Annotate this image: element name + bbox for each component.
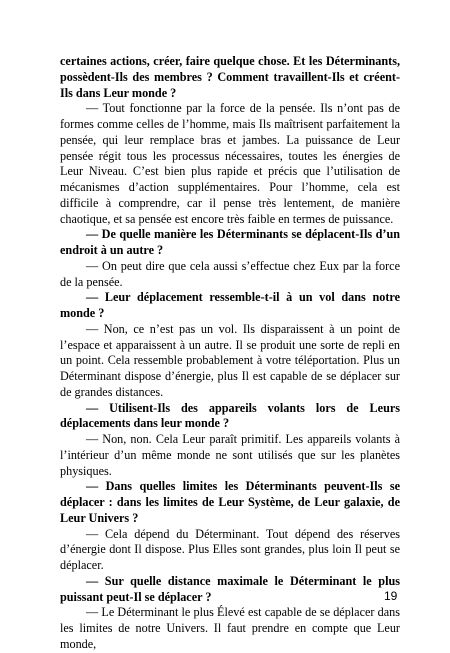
answer-paragraph: — Tout fonctionne par la force de la pensée. Ils n’ont pas de formes comme celles de l’homme, mais Ils maîtrisent parfaitement la pensée, qui leur remplace bras et jambes. La puissance de Leur pensée régit tous les processus nécessaires, toutes les énergies de Leur Niveau. C’est bien plus rapide et précis que l’utilisation de mécanismes d’action supplémentaires. Pour l’homme, cela est difficile à comprendre, car il pense très lentement, de manière chaotique, et sa pensée est encore très faible en termes de puissance. <box>60 101 400 226</box>
question-paragraph: — De quelle manière les Déterminants se déplacent-Ils d’un endroit à un autre ? <box>60 227 400 257</box>
question-paragraph: — Sur quelle distance maximale le Déterminant le plus puissant peut-Il se déplacer ? <box>60 573 400 604</box>
answer-paragraph: — Le Déterminant le plus Élevé est capable de se déplacer dans les limites de notre Univers. Il faut prendre en compte que Leur monde, <box>60 605 400 651</box>
page-number: 19 <box>384 589 398 603</box>
answer-paragraph: — On peut dire que cela aussi s’effectue chez Eux par la force de la pensée. <box>60 258 400 289</box>
question-paragraph: certaines actions, créer, faire quelque chose. Et les Déterminants, possèdent-Ils des membres ? Comment travaillent-Ils et créent-Ils dans Leur monde ? <box>60 54 400 100</box>
question-paragraph: — Utilisent-Ils des appareils volants lors de Leurs déplacements dans leur monde ? <box>60 400 400 431</box>
question-paragraph: — Leur déplacement ressemble-t-il à un vol dans notre monde ? <box>60 290 400 320</box>
answer-paragraph: — Non, non. Cela Leur paraît primitif. Les appareils volants à l’intérieur d’un même monde ne sont utilisés que sur les planètes physiques. <box>60 432 400 478</box>
answer-paragraph: — Non, ce n’est pas un vol. Ils disparaissent à un point de l’espace et apparaissent à un autre. Il se produit une sorte de repli en un point. Cela ressemble probablement à votre téléportation. Plus un Déterminant dispose d’énergie, plus Il est capable de se déplacer sur de grandes distances. <box>60 321 400 399</box>
body-text <box>60 54 400 653</box>
question-paragraph: — Dans quelles limites les Déterminants peuvent-Ils se déplacer : dans les limites de Leur Système, de Leur galaxie, de Leur Univers ? <box>60 479 400 525</box>
answer-paragraph: — Cela dépend du Déterminant. Tout dépend des réserves d’énergie dont Il dispose. Plus Elles sont grandes, plus loin Il peut se déplacer. <box>60 526 400 572</box>
